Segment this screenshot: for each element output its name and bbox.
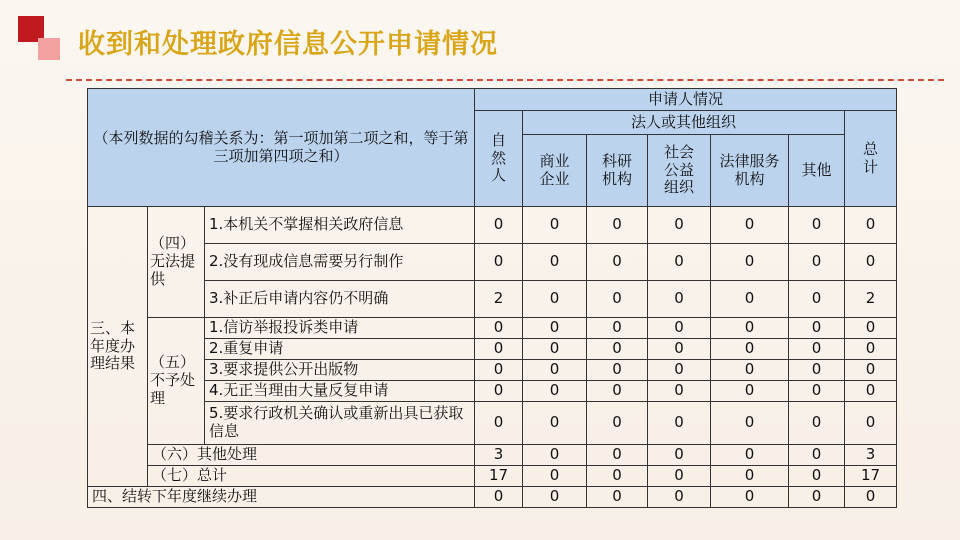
- cell-total: 0: [845, 339, 897, 360]
- row-label: 2.没有现成信息需要另行制作: [205, 244, 475, 281]
- group5-label: （五）不予处理: [148, 318, 205, 445]
- row-label: 4.无正当理由大量反复申请: [205, 381, 475, 402]
- cell-social: 0: [648, 360, 711, 381]
- cell-other: 0: [789, 281, 845, 318]
- cell-natural: 0: [475, 339, 523, 360]
- cell-commercial: 0: [523, 487, 587, 508]
- cell-other: 0: [789, 466, 845, 487]
- cell-total: 0: [845, 244, 897, 281]
- cell-legal-service: 0: [711, 339, 789, 360]
- cell-natural: 0: [475, 487, 523, 508]
- row-label: 3.补正后申请内容仍不明确: [205, 281, 475, 318]
- cell-research: 0: [587, 281, 648, 318]
- cell-total: 3: [845, 445, 897, 466]
- cell-legal-service: 0: [711, 445, 789, 466]
- cell-commercial: 0: [523, 402, 587, 445]
- cell-natural: 0: [475, 402, 523, 445]
- cell-other: 0: [789, 339, 845, 360]
- cell-natural: 3: [475, 445, 523, 466]
- cell-social: 0: [648, 244, 711, 281]
- cell-natural: 0: [475, 207, 523, 244]
- cell-natural: 17: [475, 466, 523, 487]
- cell-other: 0: [789, 445, 845, 466]
- cell-total: 0: [845, 381, 897, 402]
- cell-research: 0: [587, 244, 648, 281]
- table-row: [88, 207, 897, 244]
- cell-social: 0: [648, 207, 711, 244]
- cell-legal-service: 0: [711, 402, 789, 445]
- relation-note: （本列数据的勾稽关系为：第一项加第二项之和，等于第三项加第四项之和）: [88, 89, 475, 207]
- cell-commercial: 0: [523, 318, 587, 339]
- disclosure-table: [87, 88, 897, 508]
- cell-research: 0: [587, 381, 648, 402]
- cell-social: 0: [648, 402, 711, 445]
- row-label: 5.要求行政机关确认或重新出具已获取信息: [205, 402, 475, 445]
- cell-legal-service: 0: [711, 360, 789, 381]
- table-row: [88, 244, 897, 281]
- cell-commercial: 0: [523, 339, 587, 360]
- row-label: 2.重复申请: [205, 339, 475, 360]
- row-label: 1.信访举报投诉类申请: [205, 318, 475, 339]
- header-commercial: 商业企业: [523, 135, 587, 207]
- cell-total: 0: [845, 487, 897, 508]
- cell-research: 0: [587, 318, 648, 339]
- header-social: 社会公益组织: [648, 135, 711, 207]
- cell-natural: 0: [475, 318, 523, 339]
- table-row: [88, 381, 897, 402]
- header-legal-group: 法人或其他组织: [523, 111, 845, 135]
- cell-legal-service: 0: [711, 487, 789, 508]
- cell-social: 0: [648, 466, 711, 487]
- cell-legal-service: 0: [711, 381, 789, 402]
- cell-social: 0: [648, 487, 711, 508]
- cell-other: 0: [789, 402, 845, 445]
- row-label: 1.本机关不掌握相关政府信息: [205, 207, 475, 244]
- cell-social: 0: [648, 339, 711, 360]
- header-legal-service: 法律服务机构: [711, 135, 789, 207]
- group4-label: （四）无法提供: [148, 207, 205, 318]
- cell-legal-service: 0: [711, 281, 789, 318]
- row-label: 3.要求提供公开出版物: [205, 360, 475, 381]
- cell-natural: 0: [475, 381, 523, 402]
- cell-legal-service: 0: [711, 318, 789, 339]
- cell-total: 2: [845, 281, 897, 318]
- cell-commercial: 0: [523, 466, 587, 487]
- table-row: [88, 487, 897, 508]
- cell-research: 0: [587, 487, 648, 508]
- cell-legal-service: 0: [711, 207, 789, 244]
- cell-other: 0: [789, 244, 845, 281]
- table-row: [88, 281, 897, 318]
- cell-total: 0: [845, 207, 897, 244]
- cell-social: 0: [648, 381, 711, 402]
- cell-research: 0: [587, 445, 648, 466]
- cell-legal-service: 0: [711, 466, 789, 487]
- cell-social: 0: [648, 281, 711, 318]
- title-divider: [66, 79, 944, 81]
- cell-commercial: 0: [523, 445, 587, 466]
- header-natural: 自然人: [475, 111, 523, 207]
- row-label: 四、结转下年度继续办理: [88, 487, 475, 508]
- table-row: [88, 466, 897, 487]
- section3-label: 三、本年度办理结果: [88, 207, 148, 487]
- cell-commercial: 0: [523, 207, 587, 244]
- table-row: [88, 445, 897, 466]
- header-total: 总计: [845, 111, 897, 207]
- page-title: 收到和处理政府信息公开申请情况: [78, 29, 498, 60]
- cell-natural: 0: [475, 360, 523, 381]
- header-other: 其他: [789, 135, 845, 207]
- cell-other: 0: [789, 360, 845, 381]
- cell-other: 0: [789, 487, 845, 508]
- cell-natural: 0: [475, 244, 523, 281]
- cell-research: 0: [587, 207, 648, 244]
- cell-other: 0: [789, 207, 845, 244]
- cell-research: 0: [587, 339, 648, 360]
- row-label: （七）总计: [148, 466, 475, 487]
- cell-commercial: 0: [523, 244, 587, 281]
- cell-commercial: 0: [523, 360, 587, 381]
- cell-total: 0: [845, 402, 897, 445]
- cell-commercial: 0: [523, 281, 587, 318]
- cell-legal-service: 0: [711, 244, 789, 281]
- table-row: [88, 339, 897, 360]
- cell-natural: 2: [475, 281, 523, 318]
- cell-research: 0: [587, 402, 648, 445]
- header-applicant: 申请人情况: [475, 89, 897, 111]
- cell-social: 0: [648, 318, 711, 339]
- cell-commercial: 0: [523, 381, 587, 402]
- table-row: [88, 360, 897, 381]
- cell-research: 0: [587, 466, 648, 487]
- row-label: （六）其他处理: [148, 445, 475, 466]
- table-row: [88, 318, 897, 339]
- cell-research: 0: [587, 360, 648, 381]
- cell-other: 0: [789, 381, 845, 402]
- cell-total: 0: [845, 318, 897, 339]
- decor-square-pink: [38, 38, 60, 60]
- cell-other: 0: [789, 318, 845, 339]
- header-research: 科研机构: [587, 135, 648, 207]
- cell-social: 0: [648, 445, 711, 466]
- table-row: [88, 402, 897, 445]
- cell-total: 17: [845, 466, 897, 487]
- cell-total: 0: [845, 360, 897, 381]
